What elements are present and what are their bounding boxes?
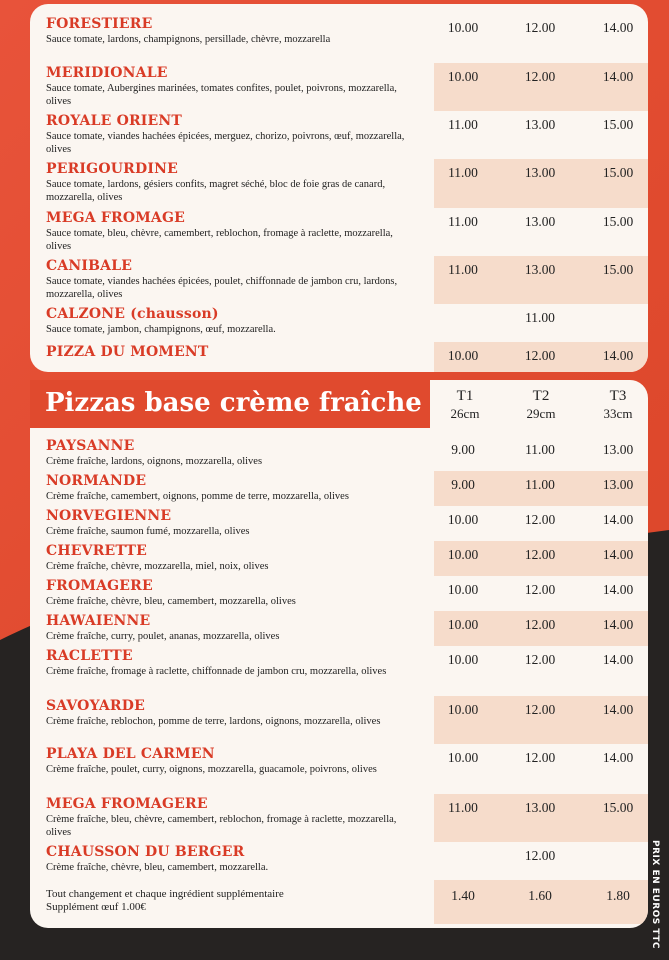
price-t2: 12.00 (524, 702, 556, 717)
menu-item-row (30, 842, 648, 880)
supplement-line: Tout changement et chaque ingrédient supplémentaire (46, 888, 284, 900)
menu-item-row (30, 471, 648, 506)
menu-item-row (30, 304, 648, 342)
pizza-description: Crème fraîche, lardons, oignons, mozzarella, olives (46, 456, 263, 467)
price-t2: 13.00 (524, 262, 556, 277)
price-t1: 10.00 (447, 582, 479, 597)
price-t2: 12.00 (524, 348, 556, 363)
price-t3: 14.00 (602, 652, 634, 667)
section-title: Pizzas base crème fraîche (45, 388, 422, 418)
pizza-name: PLAYA DEL CARMEN (46, 746, 215, 762)
pizza-name: MEGA FROMAGERE (46, 796, 208, 812)
pizza-name: NORMANDE (46, 473, 147, 489)
pizza-name: PERIGOURDINE (46, 161, 178, 177)
pizza-name: CALZONE (chausson) (46, 306, 219, 322)
menu-item-row (30, 696, 648, 744)
pizza-name: ROYALE ORIENT (46, 113, 183, 129)
pizza-description: Crème fraîche, poulet, curry, oignons, mozzarella, guacamole, poivrons, olives (46, 764, 377, 775)
pizza-description: Sauce tomate, lardons, gésiers confits, magret séché, bloc de foie gras de canard, mozzarella, olives (46, 179, 386, 203)
menu-item-row (30, 541, 648, 576)
pizza-name: PIZZA DU MOMENT (46, 344, 209, 360)
pizza-name: FROMAGERE (46, 578, 153, 594)
menu-item-row (30, 576, 648, 611)
price-t2: 11.00 (525, 442, 555, 457)
pizza-name: PAYSANNE (46, 438, 135, 454)
price-t3: 13.00 (602, 442, 634, 457)
price-t3: 15.00 (602, 214, 634, 229)
pizza-description: Crème fraîche, reblochon, pomme de terre, lardons, oignons, mozzarella, olives (46, 716, 381, 727)
price-t2: 13.00 (524, 117, 556, 132)
price-t2: 11.00 (525, 310, 555, 325)
pizza-name: CANIBALE (46, 258, 133, 274)
price-t1: 11.00 (448, 262, 478, 277)
price-t1: 11.00 (448, 165, 478, 180)
price-t1: 11.00 (448, 117, 478, 132)
menu-item-row (30, 744, 648, 794)
size-cm: 29cm (526, 406, 556, 421)
menu-item-row (30, 159, 648, 208)
price-t1: 11.00 (448, 800, 478, 815)
pizza-description: Crème fraîche, fromage à raclette, chiffonnade de jambon cru, mozzarella, olives (46, 666, 387, 677)
supplement-text (46, 888, 416, 914)
pizza-description: Sauce tomate, jambon, champignons, œuf, mozzarella. (46, 324, 276, 335)
price-t3: 15.00 (602, 165, 634, 180)
price-t3: 14.00 (602, 702, 634, 717)
price-t1: 1.40 (451, 888, 475, 903)
menu-panel-cream (30, 380, 648, 928)
price-currency-note: PRIX EN EUROS TTC (650, 840, 660, 950)
pizza-name: MERIDIONALE (46, 65, 168, 81)
price-t2: 12.00 (524, 617, 556, 632)
price-t1: 10.00 (447, 69, 479, 84)
pizza-description: Crème fraîche, chèvre, bleu, camembert, mozzarella, olives (46, 596, 296, 607)
price-t1: 10.00 (447, 617, 479, 632)
supplement-line: Supplément œuf 1.00€ (46, 901, 146, 913)
price-t3: 14.00 (602, 512, 634, 527)
pizza-name: HAWAIENNE (46, 613, 151, 629)
price-t1: 10.00 (447, 20, 479, 35)
price-t3: 15.00 (602, 117, 634, 132)
size-header-t3 (588, 388, 648, 422)
pizza-description: Crème fraîche, bleu, chèvre, camembert, reblochon, fromage à raclette, mozzarella, olives (46, 814, 397, 838)
pizza-name: MEGA FROMAGE (46, 210, 186, 226)
price-t3: 1.80 (606, 888, 630, 903)
price-t3: 14.00 (602, 582, 634, 597)
price-t3: 13.00 (602, 477, 634, 492)
price-t1: 9.00 (451, 442, 475, 457)
supplement-row (30, 880, 648, 924)
size-label: T2 (532, 388, 550, 404)
menu-item-row (30, 794, 648, 842)
menu-item-row (30, 14, 648, 63)
size-label: T3 (609, 388, 627, 404)
price-t2: 12.00 (524, 547, 556, 562)
pizza-description: Crème fraîche, chèvre, bleu, camembert, mozzarella. (46, 862, 269, 873)
price-t3: 14.00 (602, 750, 634, 765)
price-t1: 9.00 (451, 477, 475, 492)
menu-item-row (30, 506, 648, 541)
price-t2: 12.00 (524, 582, 556, 597)
pizza-description: Sauce tomate, Aubergines marinées, tomates confites, poulet, poivrons, mozzarella, olives (46, 83, 397, 107)
menu-item-row (30, 256, 648, 304)
pizza-description: Sauce tomate, viandes hachées épicées, merguez, chorizo, poivrons, œuf, mozzarella, olives (46, 131, 405, 155)
size-cm: 33cm (603, 406, 633, 421)
menu-item-row (30, 436, 648, 471)
price-t1: 10.00 (447, 512, 479, 527)
menu-item-row (30, 646, 648, 696)
pizza-name: SAVOYARDE (46, 698, 145, 714)
pizza-description: Sauce tomate, lardons, champignons, persillade, chèvre, mozzarella (46, 34, 331, 45)
pizza-description: Sauce tomate, bleu, chèvre, camembert, reblochon, fromage à raclette, mozzarella, olives (46, 228, 393, 252)
pizza-description: Crème fraîche, camembert, oignons, pomme de terre, mozzarella, olives (46, 491, 349, 502)
pizza-description: Sauce tomate, viandes hachées épicées, poulet, chiffonnade de jambon cru, lardons, mozzarella, olives (46, 276, 398, 300)
price-t2: 12.00 (524, 750, 556, 765)
pizza-name: FORESTIERE (46, 16, 153, 32)
menu-item-row (30, 208, 648, 256)
price-t1: 11.00 (448, 214, 478, 229)
size-cm: 26cm (450, 406, 480, 421)
price-t3: 14.00 (602, 547, 634, 562)
price-t2: 12.00 (524, 848, 556, 863)
menu-item-row (30, 63, 648, 111)
size-header-t1 (435, 388, 495, 422)
price-t2: 12.00 (524, 69, 556, 84)
price-t1: 10.00 (447, 652, 479, 667)
price-t3: 14.00 (602, 617, 634, 632)
price-t2: 12.00 (524, 20, 556, 35)
price-t2: 13.00 (524, 800, 556, 815)
price-t3: 15.00 (602, 800, 634, 815)
pizza-name: RACLETTE (46, 648, 133, 664)
pizza-name: CHAUSSON DU BERGER (46, 844, 245, 860)
price-t2: 12.00 (524, 652, 556, 667)
price-t2: 12.00 (524, 512, 556, 527)
pizza-description: Crème fraîche, saumon fumé, mozzarella, olives (46, 526, 250, 537)
price-t2: 13.00 (524, 214, 556, 229)
price-t1: 10.00 (447, 348, 479, 363)
price-t3: 14.00 (602, 69, 634, 84)
menu-item-row (30, 342, 648, 372)
menu-item-row (30, 611, 648, 646)
price-t3: 14.00 (602, 20, 634, 35)
price-t1: 10.00 (447, 702, 479, 717)
pizza-name: CHEVRETTE (46, 543, 148, 559)
price-t3: 15.00 (602, 262, 634, 277)
price-t2: 1.60 (528, 888, 552, 903)
menu-item-row (30, 111, 648, 159)
menu-panel-tomato (30, 4, 648, 372)
price-t1: 10.00 (447, 750, 479, 765)
pizza-description: Crème fraîche, curry, poulet, ananas, mozzarella, olives (46, 631, 280, 642)
size-header-t2 (511, 388, 571, 422)
pizza-name: NORVEGIENNE (46, 508, 172, 524)
price-t3: 14.00 (602, 348, 634, 363)
price-t2: 11.00 (525, 477, 555, 492)
pizza-description: Crème fraîche, chèvre, mozzarella, miel, noix, olives (46, 561, 269, 572)
price-t1: 10.00 (447, 547, 479, 562)
price-t2: 13.00 (524, 165, 556, 180)
size-label: T1 (456, 388, 474, 404)
